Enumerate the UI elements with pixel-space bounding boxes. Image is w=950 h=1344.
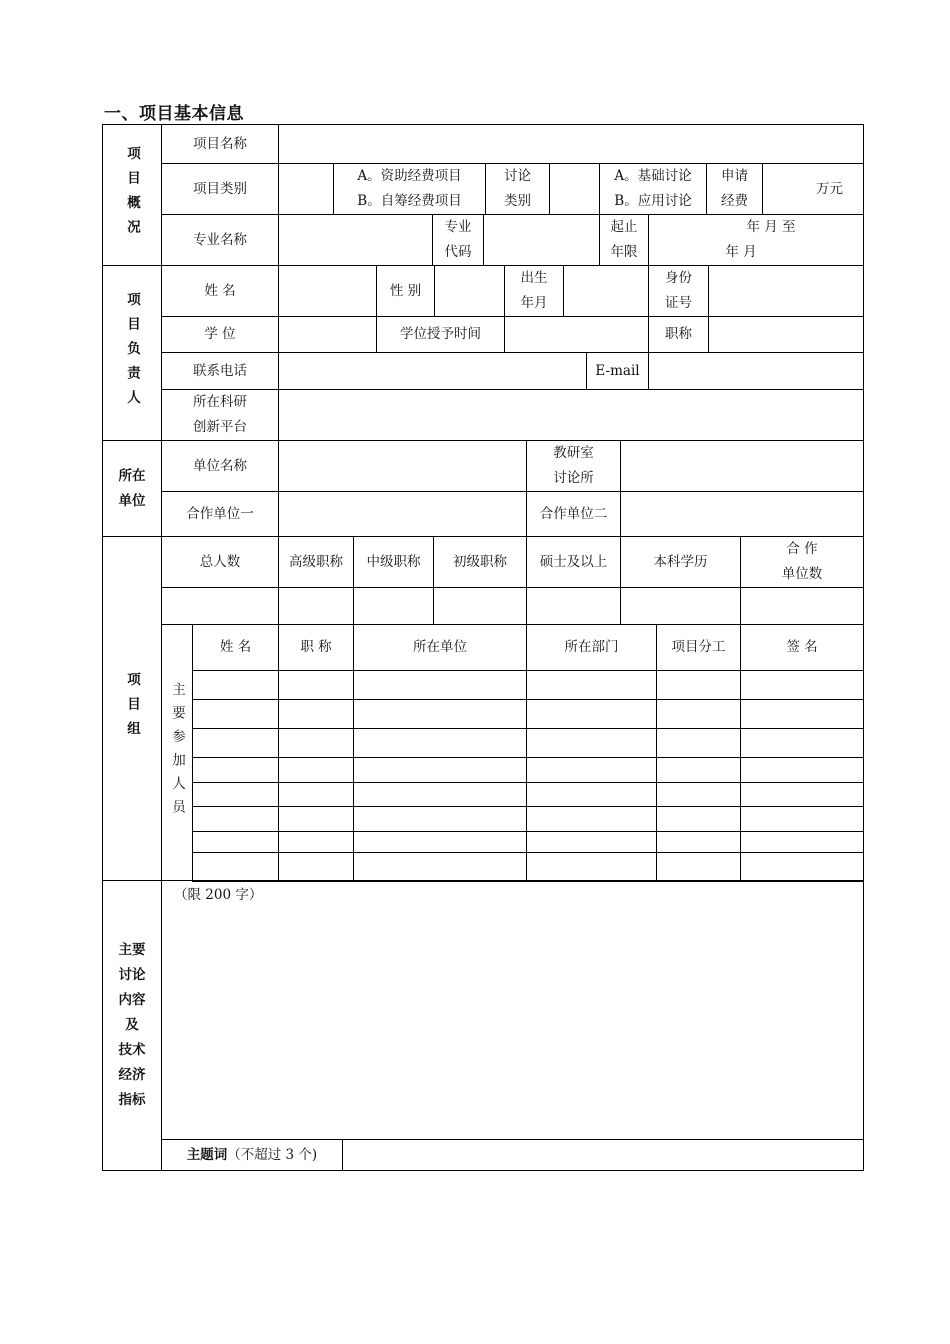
content-label-line5: 技术	[118, 1042, 146, 1058]
member-cell-unit[interactable]	[353, 806, 527, 832]
major-code-label	[432, 214, 484, 266]
member-cell-role[interactable]	[656, 757, 741, 783]
stat-header-coop-count	[740, 536, 864, 588]
keywords-label-bold: 主题词	[186, 1146, 228, 1163]
member-cell-title[interactable]	[278, 699, 354, 729]
project-type-label: 项目类别	[161, 163, 279, 215]
discussion-type-options	[599, 163, 707, 215]
project-type-options	[333, 163, 486, 215]
member-cell-unit[interactable]	[353, 699, 527, 729]
gender-field[interactable]	[434, 265, 505, 317]
member-header-name: 姓 名	[192, 624, 279, 671]
content-label-line3: 内容	[118, 992, 146, 1008]
stat-header-senior: 高级职称	[278, 536, 354, 588]
stat-header-master: 硕士及以上	[526, 536, 621, 588]
unit-name-label: 单位名称	[161, 440, 279, 492]
keywords-label	[161, 1139, 343, 1171]
leader-title-field[interactable]	[708, 316, 864, 353]
member-cell-title[interactable]	[278, 852, 354, 882]
member-cell-title[interactable]	[278, 806, 354, 832]
member-cell-title[interactable]	[278, 757, 354, 783]
stat-value-junior[interactable]	[433, 587, 527, 625]
content-field[interactable]	[161, 880, 864, 1140]
major-name-label: 专业名称	[161, 214, 279, 266]
major-name-field[interactable]	[278, 214, 433, 266]
member-cell-unit[interactable]	[353, 831, 527, 853]
stat-value-middle[interactable]	[353, 587, 434, 625]
member-cell-name[interactable]	[192, 728, 279, 758]
unit-name-field[interactable]	[278, 440, 527, 492]
period-label	[599, 214, 649, 266]
requested-fund-field[interactable]	[762, 163, 864, 215]
platform-label	[161, 389, 279, 441]
stat-header-junior: 初级职称	[433, 536, 527, 588]
stat-header-middle: 中级职称	[353, 536, 434, 588]
phone-label: 联系电话	[161, 352, 279, 390]
coop-unit-2-label: 合作单位二	[526, 491, 621, 537]
project-type-field[interactable]	[278, 163, 334, 215]
member-cell-name[interactable]	[192, 757, 279, 783]
stat-value-coop-count[interactable]	[740, 587, 864, 625]
stat-value-total[interactable]	[161, 587, 279, 625]
member-cell-name[interactable]	[192, 806, 279, 832]
id-number-field[interactable]	[708, 265, 864, 317]
unit-label-line2: 单位	[118, 492, 146, 509]
member-header-title: 职 称	[278, 624, 354, 671]
degree-time-field[interactable]	[504, 316, 649, 353]
stat-value-senior[interactable]	[278, 587, 354, 625]
leader-title-label: 职称	[648, 316, 709, 353]
period-line2: 年限	[610, 244, 638, 260]
member-cell-sign[interactable]	[740, 852, 864, 882]
member-cell-dept[interactable]	[526, 728, 657, 758]
period-to: 年 月	[725, 244, 757, 260]
department-field[interactable]	[620, 440, 864, 492]
member-cell-role[interactable]	[656, 831, 741, 853]
member-cell-title[interactable]	[278, 831, 354, 853]
member-cell-name[interactable]	[192, 782, 279, 807]
fund-unit: 万元	[816, 180, 843, 197]
member-cell-name[interactable]	[192, 852, 279, 882]
coop-unit-2-field[interactable]	[620, 491, 864, 537]
platform-field[interactable]	[278, 389, 864, 441]
birth-line2: 年月	[520, 295, 548, 311]
member-cell-unit[interactable]	[353, 728, 527, 758]
member-cell-sign[interactable]	[740, 728, 864, 758]
content-label-line6: 经济	[118, 1067, 146, 1083]
code-line2: 代码	[444, 244, 472, 260]
disc-option-a[interactable]: A。基础讨论	[614, 168, 692, 184]
leader-name-label: 姓 名	[161, 265, 279, 317]
degree-time-label: 学位授予时间	[376, 316, 505, 353]
member-cell-dept[interactable]	[526, 806, 657, 832]
member-cell-role[interactable]	[656, 782, 741, 807]
member-cell-sign[interactable]	[740, 699, 864, 729]
email-label: E-mail	[586, 352, 649, 390]
member-cell-unit[interactable]	[353, 670, 527, 700]
type-option-b[interactable]: B。自筹经费项目	[357, 193, 462, 209]
member-cell-sign[interactable]	[740, 670, 864, 700]
phone-field[interactable]	[278, 352, 587, 390]
id-line1: 身份	[665, 270, 692, 286]
content-limit-note: （限 200 字）	[174, 887, 263, 903]
member-cell-dept[interactable]	[526, 782, 657, 807]
period-field[interactable]	[648, 214, 864, 266]
member-cell-dept[interactable]	[526, 831, 657, 853]
stat-header-total: 总人数	[161, 536, 279, 588]
section-unit-label	[102, 440, 162, 537]
unit-label-line1: 所在	[118, 467, 146, 484]
member-cell-role[interactable]	[656, 852, 741, 882]
stat-value-master[interactable]	[526, 587, 621, 625]
code-line1: 专业	[444, 219, 472, 235]
email-field[interactable]	[648, 352, 864, 390]
member-cell-dept[interactable]	[526, 757, 657, 783]
gender-label: 性 别	[376, 265, 435, 317]
member-cell-sign[interactable]	[740, 782, 864, 807]
member-cell-name[interactable]	[192, 670, 279, 700]
dept-line1: 教研室	[553, 445, 594, 461]
fund-line1: 申请	[721, 168, 748, 184]
member-cell-name[interactable]	[192, 699, 279, 729]
member-cell-role[interactable]	[656, 728, 741, 758]
stat-header-bachelor: 本科学历	[620, 536, 741, 588]
project-name-field[interactable]	[278, 124, 864, 164]
overview-label-text: 项目概况	[124, 146, 140, 244]
member-cell-dept[interactable]	[526, 670, 657, 700]
dept-line2: 讨论所	[553, 470, 594, 486]
platform-line1: 所在科研	[193, 394, 247, 410]
keywords-label-note: （不超过 3 个)	[227, 1146, 318, 1163]
degree-field[interactable]	[278, 316, 377, 353]
member-cell-role[interactable]	[656, 670, 741, 700]
section-content-label	[102, 880, 162, 1171]
keywords-field[interactable]	[342, 1139, 864, 1171]
content-label-line1: 主要	[118, 942, 146, 958]
requested-fund-label	[706, 163, 763, 215]
discussion-type-line2: 类别	[504, 193, 531, 209]
member-cell-dept[interactable]	[526, 852, 657, 882]
coop-unit-1-field[interactable]	[278, 491, 527, 537]
content-label-line4: 及	[125, 1017, 139, 1033]
member-header-sign: 签 名	[740, 624, 864, 671]
discussion-type-label	[485, 163, 550, 215]
discussion-type-field[interactable]	[549, 163, 600, 215]
discussion-type-line1: 讨论	[504, 168, 531, 184]
birth-line1: 出生	[520, 270, 548, 286]
fund-line2: 经费	[721, 193, 748, 209]
coop-count-line1: 合 作	[786, 541, 818, 557]
section-team-label	[102, 536, 162, 881]
member-cell-title[interactable]	[278, 728, 354, 758]
content-label-line7: 指标	[118, 1092, 146, 1108]
member-cell-title[interactable]	[278, 670, 354, 700]
coop-unit-1-label: 合作单位一	[161, 491, 279, 537]
disc-option-b[interactable]: B。应用讨论	[614, 193, 692, 209]
page-title: 一、项目基本信息	[104, 104, 244, 124]
member-cell-dept[interactable]	[526, 699, 657, 729]
type-option-a[interactable]: A。资助经费项目	[357, 168, 462, 184]
major-code-field[interactable]	[483, 214, 600, 266]
members-label-text: 主要参加人员	[169, 682, 185, 823]
member-cell-unit[interactable]	[353, 782, 527, 807]
member-cell-unit[interactable]	[353, 852, 527, 882]
member-cell-sign[interactable]	[740, 806, 864, 832]
birth-label	[504, 265, 564, 317]
content-label-line2: 讨论	[118, 967, 146, 983]
member-cell-sign[interactable]	[740, 831, 864, 853]
member-cell-role[interactable]	[656, 806, 741, 832]
member-cell-sign[interactable]	[740, 757, 864, 783]
period-from: 年 月 至	[746, 219, 796, 235]
birth-field[interactable]	[563, 265, 649, 317]
member-cell-title[interactable]	[278, 782, 354, 807]
section-overview-label	[102, 124, 162, 266]
section-leader-label	[102, 265, 162, 441]
degree-label: 学 位	[161, 316, 279, 353]
leader-name-field[interactable]	[278, 265, 377, 317]
member-header-role: 项目分工	[656, 624, 741, 671]
member-cell-unit[interactable]	[353, 757, 527, 783]
leader-label-text: 项目负责人	[124, 291, 140, 415]
coop-count-line2: 单位数	[781, 566, 823, 582]
member-cell-name[interactable]	[192, 831, 279, 853]
stat-value-bachelor[interactable]	[620, 587, 741, 625]
platform-line2: 创新平台	[193, 419, 247, 435]
team-label-text: 项目组	[124, 671, 140, 746]
department-label	[526, 440, 621, 492]
id-number-label	[648, 265, 709, 317]
members-label	[161, 624, 193, 881]
member-cell-role[interactable]	[656, 699, 741, 729]
project-name-label: 项目名称	[161, 124, 279, 164]
member-header-unit: 所在单位	[353, 624, 527, 671]
id-line2: 证号	[665, 295, 692, 311]
member-header-dept: 所在部门	[526, 624, 657, 671]
period-line1: 起止	[610, 219, 638, 235]
